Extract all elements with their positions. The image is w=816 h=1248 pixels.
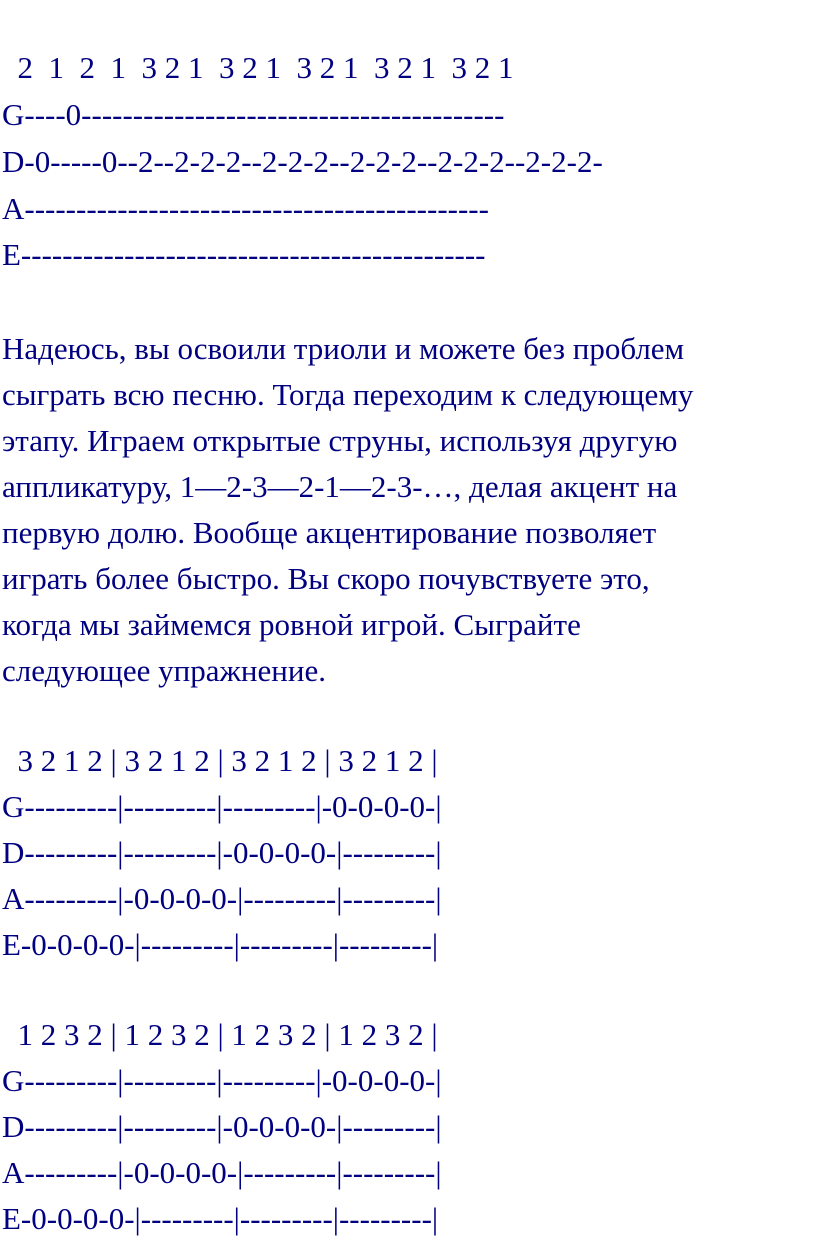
paragraph-line: сыграть всю песню. Тогда переходим к следующему (2, 377, 694, 412)
tab3-count-line: 1 2 3 2 | 1 2 3 2 | 1 2 3 2 | 1 2 3 2 | (2, 1017, 438, 1052)
paragraph-line: когда мы займемся ровной игрой. Сыграйте (2, 607, 581, 642)
tab1-string-a: A--------------------------------------------- (2, 191, 489, 226)
tab3-string-a: A---------|-0-0-0-0-|---------|---------| (2, 1155, 442, 1190)
tab2-string-g: G---------|---------|---------|-0-0-0-0-| (2, 789, 442, 824)
tab1-string-e: E--------------------------------------------- (2, 237, 486, 272)
tab2-count-line: 3 2 1 2 | 3 2 1 2 | 3 2 1 2 | 3 2 1 2 | (2, 743, 438, 778)
paragraph-line: первую долю. Вообще акцентирование позволяет (2, 515, 657, 550)
paragraph-line: аппликатуру, 1—2-3—2-1—2-3-…, делая акцент на (2, 469, 678, 504)
tab3-string-g: G---------|---------|---------|-0-0-0-0-| (2, 1063, 442, 1098)
tab3-string-e: E-0-0-0-0-|---------|---------|---------| (2, 1201, 439, 1236)
tab1-string-g: G----0----------------------------------------- (2, 97, 505, 132)
paragraph-line: играть более быстро. Вы скоро почувствуете это, (2, 561, 650, 596)
tab1-count-line: 2 1 2 1 3 2 1 3 2 1 3 2 1 3 2 1 3 2 1 (2, 50, 514, 85)
paragraph-line: этапу. Играем открытые струны, используя другую (2, 423, 678, 458)
paragraph-line: Надеюсь, вы освоили триоли и можете без проблем (2, 331, 685, 366)
tab2-string-e: E-0-0-0-0-|---------|---------|---------| (2, 927, 439, 962)
tab2-string-a: A---------|-0-0-0-0-|---------|---------| (2, 881, 442, 916)
tab3-string-d: D---------|---------|-0-0-0-0-|---------| (2, 1109, 442, 1144)
tab2-string-d: D---------|---------|-0-0-0-0-|---------| (2, 835, 442, 870)
paragraph-line: следующее упражнение. (2, 653, 326, 688)
tab1-string-d: D-0-----0--2--2-2-2--2-2-2--2-2-2--2-2-2--2-2-2- (2, 144, 603, 179)
